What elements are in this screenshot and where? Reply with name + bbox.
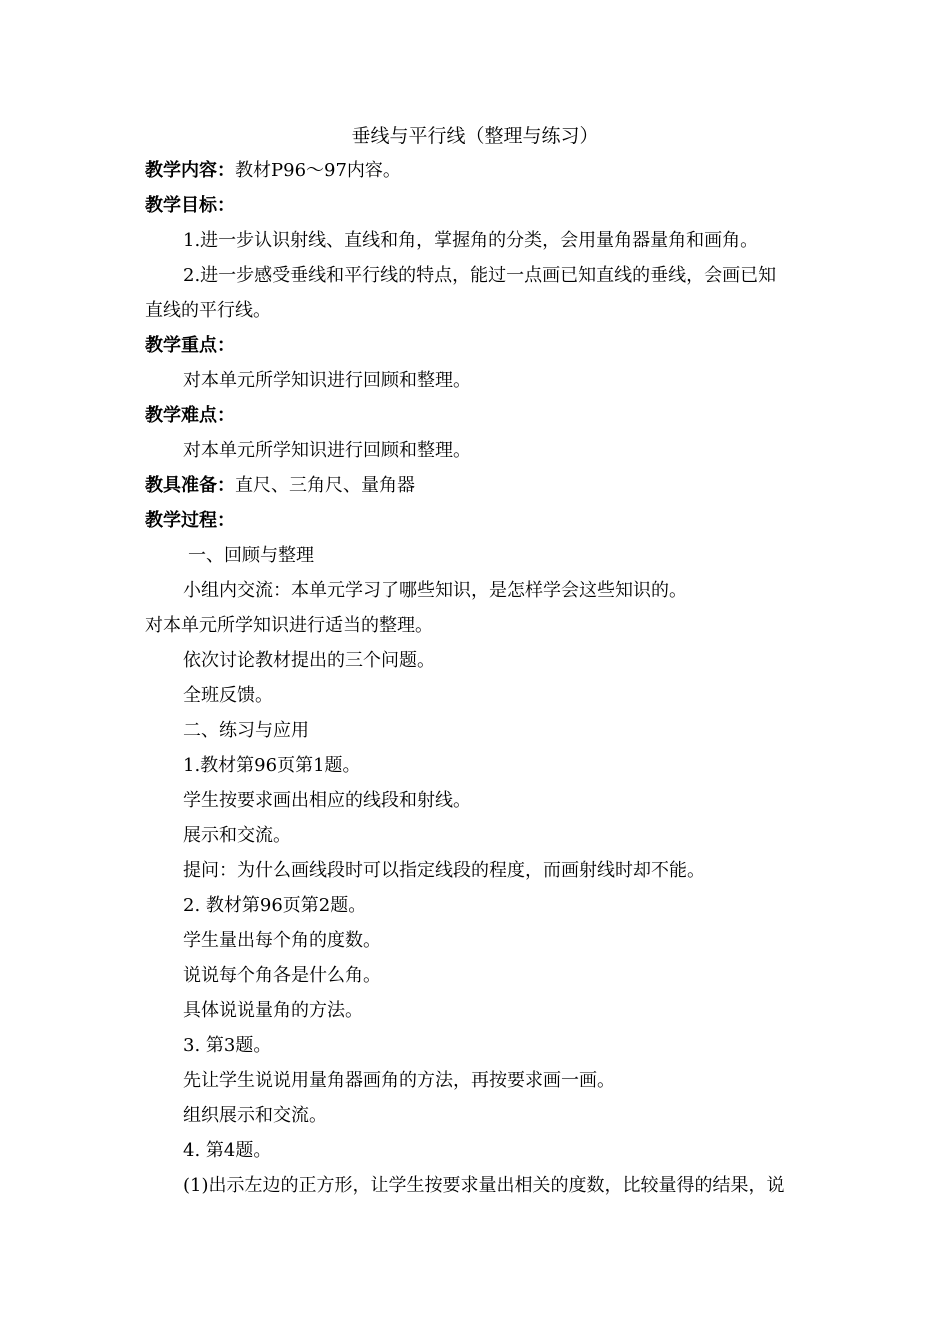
process-line: 依次讨论教材提出的三个问题。	[183, 650, 435, 671]
tools-row	[145, 472, 415, 500]
key-points-label: 教学重点：	[145, 335, 235, 356]
difficulties-label: 教学难点：	[145, 405, 235, 426]
content-label: 教学内容：	[145, 160, 235, 181]
process-line: 对本单元所学知识进行适当的整理。	[145, 615, 433, 636]
process-line: (1)出示左边的正方形，让学生按要求量出相关的度数，比较量得的结果，说	[183, 1175, 785, 1196]
difficulties-text: 对本单元所学知识进行回顾和整理。	[183, 440, 471, 461]
tools-text: 直尺、三角尺、量角器	[235, 475, 415, 496]
process-line: 展示和交流。	[183, 825, 291, 846]
process-line: 具体说说量角的方法。	[183, 1000, 363, 1021]
process-line: 4. 第4题。	[183, 1140, 272, 1161]
content-row	[145, 157, 401, 185]
objectives-label: 教学目标：	[145, 195, 235, 216]
process-line: 先让学生说说用量角器画角的方法，再按要求画一画。	[183, 1070, 615, 1091]
process-line: 全班反馈。	[183, 685, 273, 706]
process-line: 说说每个角各是什么角。	[183, 965, 381, 986]
process-line: 提问：为什么画线段时可以指定线段的程度，而画射线时却不能。	[183, 860, 705, 881]
tools-label: 教具准备：	[145, 475, 235, 496]
process-label: 教学过程：	[145, 510, 235, 531]
process-line: 二、练习与应用	[183, 720, 309, 741]
content-text: 教材P96～97内容。	[235, 160, 401, 181]
process-line: 3. 第3题。	[183, 1035, 272, 1056]
document-title: 垂线与平行线（整理与练习）	[351, 125, 599, 147]
process-line: 组织展示和交流。	[183, 1105, 327, 1126]
key-points-text: 对本单元所学知识进行回顾和整理。	[183, 370, 471, 391]
objective-item-2-line-2: 直线的平行线。	[145, 300, 271, 321]
process-line: 一、回顾与整理	[188, 545, 314, 566]
process-line: 学生量出每个角的度数。	[183, 930, 381, 951]
objective-item-2-line-1: 2.进一步感受垂线和平行线的特点，能过一点画已知直线的垂线，会画已知	[183, 265, 777, 286]
objective-item-1: 1.进一步认识射线、直线和角，掌握角的分类，会用量角器量角和画角。	[183, 230, 759, 251]
process-line: 小组内交流：本单元学习了哪些知识，是怎样学会这些知识的。	[183, 580, 687, 601]
process-line: 1.教材第96页第1题。	[183, 755, 361, 776]
process-line: 2. 教材第96页第2题。	[183, 895, 367, 916]
process-line: 学生按要求画出相应的线段和射线。	[183, 790, 471, 811]
